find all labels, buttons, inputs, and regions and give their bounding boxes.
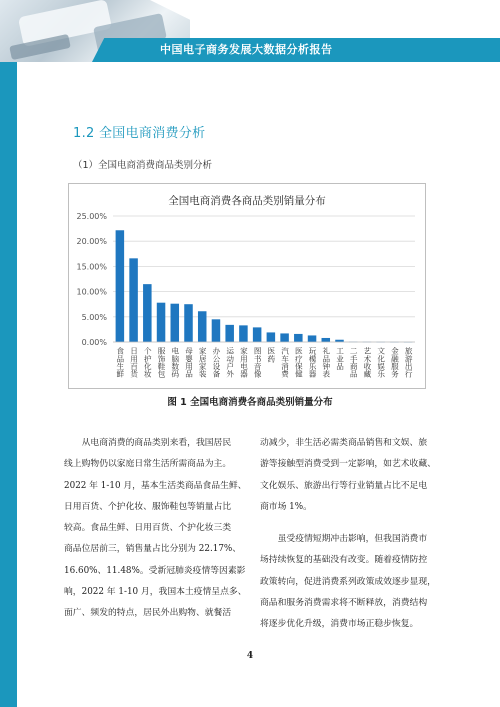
bar — [322, 338, 331, 342]
body-text-line: 游等接触型消费受到一定影响，如艺术收藏、 — [260, 459, 436, 470]
body-text-line: 文化娱乐、旅游出行等行业销量占比不足电 — [260, 480, 428, 491]
body-paragraph — [64, 433, 256, 625]
page-number: 4 — [246, 651, 254, 661]
y-tick-label: 0.00% — [81, 338, 107, 347]
x-tick-label: 旅游出行 — [404, 347, 414, 378]
body-column-left — [64, 433, 256, 625]
x-tick-label: 艺术收藏 — [362, 347, 372, 378]
x-tick-label: 礼品钟表 — [321, 347, 331, 378]
x-tick-label: 个护化妆 — [143, 347, 153, 378]
x-tick-label: 日用百货 — [129, 347, 139, 378]
x-tick-label: 工业品 — [335, 347, 345, 370]
body-text-line: 响，2022 年 1-10 月，我国本土疫情呈点多、 — [64, 587, 247, 598]
bar — [184, 304, 193, 342]
bar — [129, 258, 138, 342]
bar — [239, 325, 248, 342]
x-tick-label: 图书音像 — [253, 347, 263, 378]
bar — [157, 303, 166, 342]
body-text-line: 从电商消费的商品类别来看，我国居民 — [81, 438, 232, 448]
bar — [308, 335, 317, 342]
x-tick-label: 金融服务 — [390, 347, 400, 378]
y-tick-label: 5.00% — [81, 312, 107, 322]
body-text-line: 日用百货、个护化妆、服饰鞋包等销量占比 — [64, 501, 232, 512]
body-text-line: 商品位居前三，销售量占比分别为 22.17%、 — [64, 544, 242, 555]
body-text-line: 较高。食品生鲜、日用百货、个护化妆三类 — [64, 523, 232, 534]
bar — [267, 332, 276, 342]
x-tick-label: 二手商品 — [349, 347, 359, 378]
body-text-line: 面广、频发的特点，居民外出购物、就餐活 — [64, 608, 232, 619]
body-paragraph — [260, 433, 452, 518]
body-text-line: 虽受疫情短期冲击影响，但我国消费市 — [277, 534, 428, 545]
figure-caption: 图 1 全国电商消费各商品类别销量分布 — [167, 397, 333, 408]
x-tick-label: 医药 — [266, 347, 276, 363]
x-tick-label: 家用电器 — [239, 347, 249, 378]
body-text-line: 2022 年 1-10 月，基本生活类商品食品生鲜、 — [64, 480, 247, 491]
x-tick-label: 文化娱乐 — [376, 347, 386, 378]
bar — [294, 334, 303, 342]
body-text-line: 商品和服务消费需求将不断释放，消费结构 — [260, 598, 428, 609]
bar — [225, 325, 234, 342]
bar — [253, 327, 262, 342]
bar — [116, 230, 125, 342]
left-stripe — [0, 62, 17, 707]
x-tick-label: 服饰鞋包 — [157, 347, 167, 378]
y-tick-label: 25.00% — [76, 212, 107, 221]
subheading: （1）全国电商消费商品类别分析 — [73, 160, 213, 171]
report-title: 中国电子商务发展大数据分析报告 — [160, 43, 333, 56]
x-tick-label: 运动户外 — [225, 347, 235, 378]
y-tick-label: 20.00% — [76, 237, 107, 247]
body-text-line: 场持续恢复的基础没有改变。随着疫情防控 — [260, 555, 428, 566]
x-tick-label: 汽车消费 — [280, 347, 290, 378]
x-tick-label: 电脑数码 — [170, 347, 180, 378]
y-tick-label: 15.00% — [76, 262, 107, 272]
body-text-line: 16.60%、11.48%。受新冠肺炎疫情等因素影 — [64, 565, 246, 576]
bar — [212, 319, 221, 342]
x-tick-label: 食品生鲜 — [115, 347, 125, 378]
bar-chart-canvas — [69, 184, 425, 388]
x-tick-label: 玩模乐器 — [308, 347, 318, 378]
body-text-line: 动减少，非生活必需类商品销售和文娱、旅 — [260, 438, 428, 448]
body-text-line: 线上购物仍以家庭日常生活所需商品为主。 — [64, 459, 232, 470]
x-tick-label: 医疗保健 — [294, 347, 304, 378]
header-wedge — [150, 0, 500, 38]
x-tick-label: 母婴用品 — [184, 347, 194, 378]
bar — [143, 284, 152, 342]
y-tick-label: 10.00% — [76, 287, 107, 297]
body-text-line: 政策转向，促进消费系列政策成效逐步显现， — [260, 576, 436, 587]
body-paragraph — [260, 529, 452, 635]
bar — [198, 311, 207, 342]
chart-title: 全国电商消费各商品类别销量分布 — [168, 195, 326, 207]
body-text-line: 将逐步优化升级，消费市场正稳步恢复。 — [260, 619, 419, 630]
bar-chart — [68, 183, 426, 389]
body-column-right — [260, 433, 452, 636]
bar — [280, 333, 289, 342]
section-heading: 1.2 全国电商消费分析 — [73, 126, 206, 141]
bar — [171, 304, 180, 342]
x-tick-label: 家居家装 — [198, 347, 208, 378]
x-tick-label: 办公设备 — [211, 347, 221, 378]
body-text-line: 商市场 1%。 — [260, 501, 312, 512]
